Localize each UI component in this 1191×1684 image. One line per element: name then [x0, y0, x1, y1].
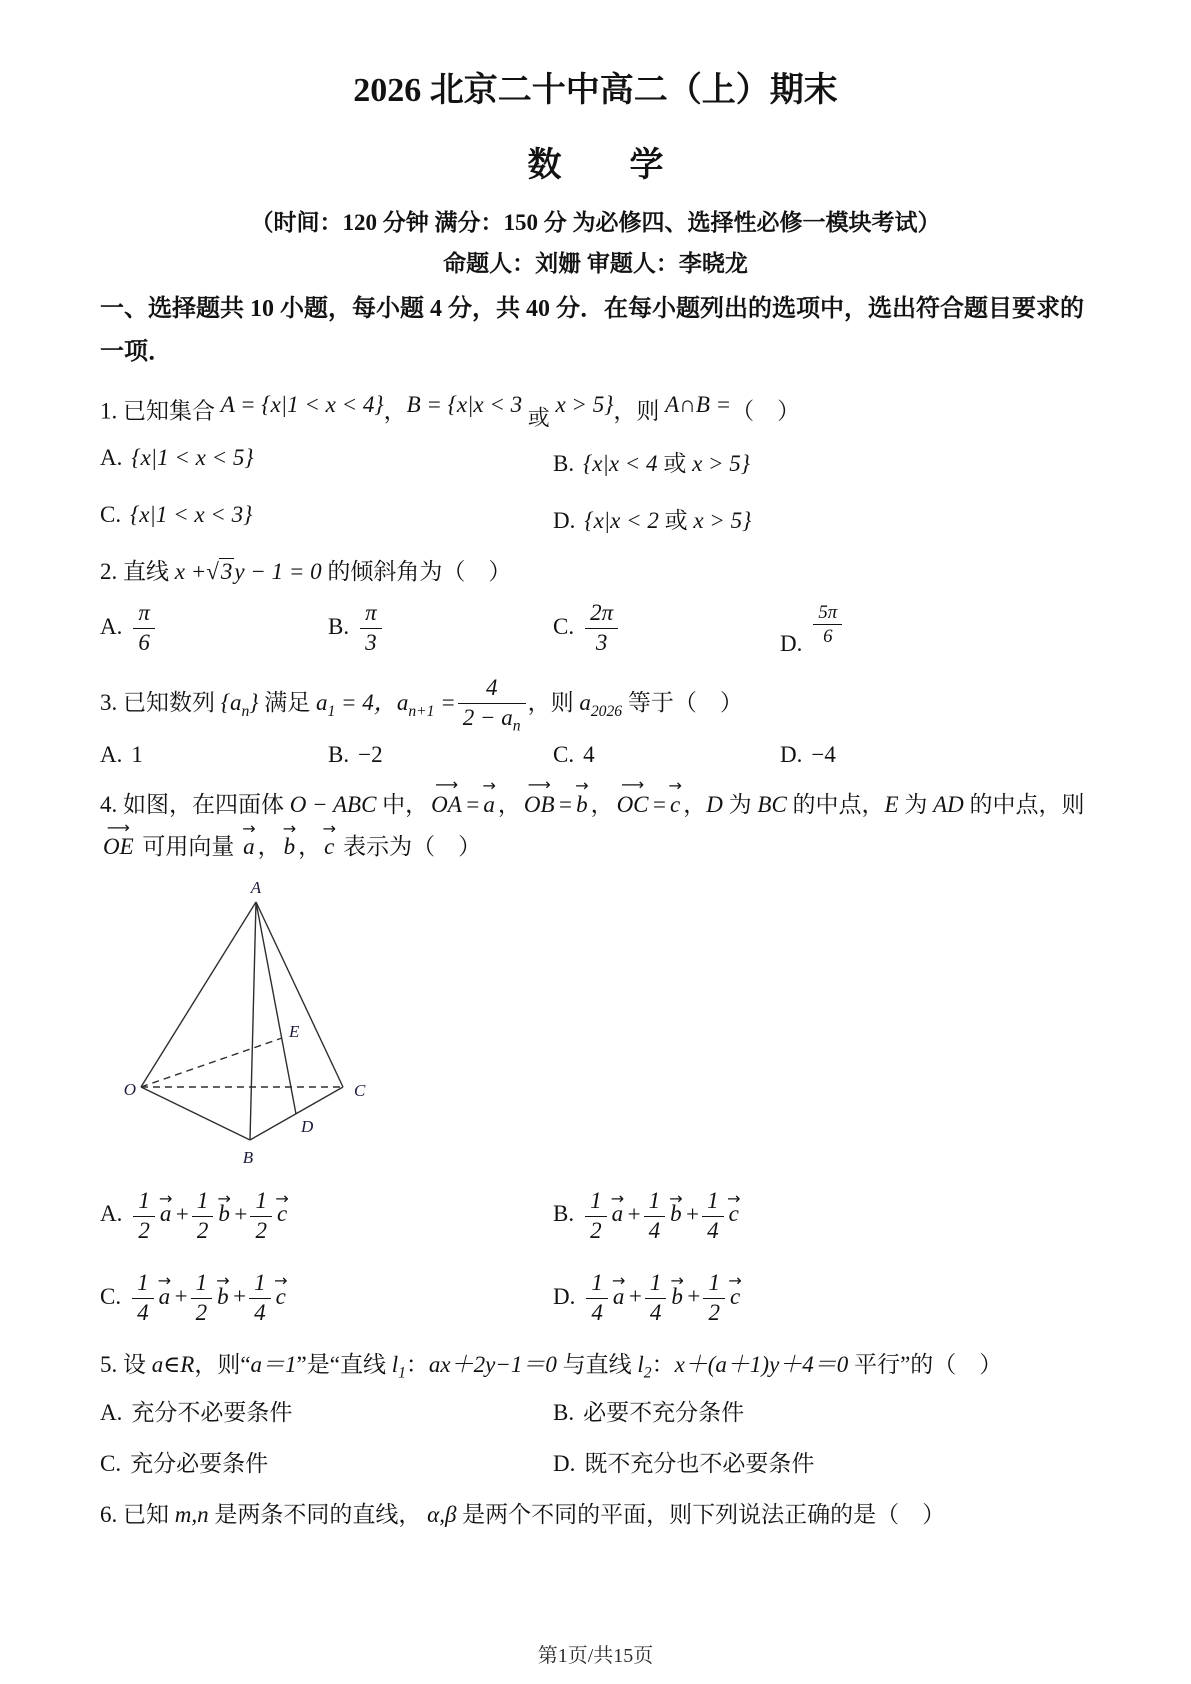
tetrahedron-svg	[108, 877, 388, 1177]
subject-title: 数 学	[527, 147, 664, 184]
q1-set-b-or: 或	[527, 406, 550, 431]
q5-option-d: D. 既不充分也不必要条件	[553, 1451, 815, 1477]
q5-option-c: C. 充分必要条件	[100, 1451, 269, 1477]
question-1-options	[100, 445, 1091, 535]
q5-option-b: B. 必要不充分条件	[553, 1400, 745, 1426]
edge-BC	[250, 1087, 343, 1140]
vertex-label-E: E	[289, 1021, 300, 1041]
radical-sign: √	[206, 558, 219, 584]
vertex-label-B: B	[242, 1147, 254, 1167]
q4-text-post: 表示为（ ）	[337, 834, 482, 860]
question-4-options	[100, 1187, 1091, 1328]
q3-text-post: 等于（ ）	[622, 690, 743, 716]
q4-option-b: B. $\frac{1}{2}$ a → + $\frac{1}{4}$ b → + $\frac{1}{4}$ c →	[553, 1187, 1091, 1246]
q3-option-a: A. 1	[100, 741, 143, 767]
question-3-options	[100, 742, 1091, 768]
vertex-label-A: A	[250, 877, 262, 897]
edge-OB	[141, 1087, 250, 1140]
q3-option-c: C. 4	[553, 741, 595, 767]
vertex-label-D: D	[301, 1116, 314, 1136]
q1-option-b: B. {x|x < 4 或 x > 5}	[553, 450, 750, 476]
question-2-options	[100, 599, 1091, 658]
edge-AB	[250, 902, 256, 1140]
q2-option-d: D. $\frac{5\pi}{6}$	[780, 601, 1091, 657]
vector-OC: OC ⟶	[617, 784, 649, 827]
q1-option-a: A. {x|1 < x < 5}	[100, 444, 254, 470]
q4-option-c: C. $\frac{1}{4}$ a → + $\frac{1}{2}$ b → + $\frac{1}{4}$ c →	[100, 1269, 553, 1328]
q5-option-a: A. 充分不必要条件	[100, 1400, 293, 1426]
q4-option-d: D. $\frac{1}{4}$ a → + $\frac{1}{4}$ b → + $\frac{1}{2}$ c →	[553, 1269, 1091, 1328]
q1-set-b-right: x > 5}	[549, 392, 614, 418]
q3-option-d: D. −4	[780, 741, 836, 767]
q5-line2-equation: x＋(a＋1)y＋4＝0	[674, 1351, 849, 1377]
q2-sqrt: √3	[206, 558, 233, 584]
question-6-stem: 6. 已知 m,n 是两条不同的直线， α,β 是两个不同的平面，则下列说法正确的是（ ）	[100, 1502, 946, 1528]
q3-recurrence-fraction: $\frac{4}{2 - a_n}$	[458, 674, 526, 736]
q1-answer-paren: （ ）	[731, 398, 801, 424]
edge-OE-dashed	[141, 1038, 282, 1087]
question-5-options	[100, 1394, 1091, 1478]
exam-title: 2026 北京二十中高二（上）期末	[353, 72, 838, 109]
edge-AD	[256, 902, 296, 1114]
q2-text-pre: 2. 直线	[100, 558, 175, 584]
q3-option-b: B. −2	[328, 741, 383, 767]
vector-OE: OE ⟶	[103, 826, 134, 869]
question-1-stem	[100, 384, 1091, 438]
q2-option-b: B. $\frac{\pi}{3}$	[328, 599, 553, 658]
q5-condition: a＝1	[250, 1351, 297, 1377]
q2-eq-left: x +	[174, 558, 207, 584]
q1-text-post: ，则	[613, 398, 666, 424]
vertex-label-O: O	[123, 1079, 136, 1099]
vector-c: c →	[670, 784, 680, 827]
q1-option-d: D. {x|x < 2 或 x > 5}	[553, 507, 752, 533]
q2-option-c: C. $\frac{2\pi}{3}$	[553, 599, 780, 658]
q4-solid-name: O − ABC	[289, 791, 377, 817]
q6-text-post: 是两个不同的平面，则下列说法正确的是（ ）	[456, 1502, 946, 1528]
vector-a: a →	[483, 784, 495, 827]
q2-eq-right: y − 1 = 0	[234, 558, 322, 584]
q1-set-b-left: B = {x|x < 3	[406, 392, 528, 418]
q3-text-pre: 3. 已知数列	[100, 690, 221, 716]
q1-option-c: C. {x|1 < x < 3}	[100, 501, 253, 527]
exam-meta: （时间：120 分钟 满分：150 分 为必修四、选择性必修一模块考试）	[250, 210, 941, 235]
vector-OB: OB ⟶	[524, 784, 555, 827]
q5-text-pre: 5. 设	[100, 1351, 152, 1377]
q2-text-post: 的倾斜角为（ ）	[321, 558, 512, 584]
tetrahedron-figure	[108, 877, 1091, 1183]
question-4-stem: 4. 如图，在四面体 O − ABC 中， OA ⟶ = a → ， OB ⟶ = b → ， OC ⟶ = c → ，D 为 BC 的中点，E 为 AD 的中点，则 OE ⟶ 可用向量 a → ， b → ， c → 表示为（ ）	[100, 784, 1091, 869]
q1-intersection: A∩B =	[665, 392, 732, 418]
q6-text-pre: 6. 已知	[100, 1502, 175, 1528]
q1-comma: ，	[383, 398, 407, 424]
section-heading: 一、选择题共 10 小题，每小题 4 分，共 40 分．在每小题列出的选项中，选出符合题目要求的一项．	[100, 296, 1084, 366]
edge-AC	[256, 902, 343, 1087]
question-5-stem: 5. 设 a∈R，则“a＝1”是“直线 $l_1$：ax＋2y−1＝0 与直线 $l_2$：x＋(a＋1)y＋4＝0 平行”的（ ）	[100, 1351, 1003, 1382]
exam-authors: 命题人：刘姗 审题人：李晓龙	[443, 251, 748, 276]
question-2-stem	[100, 551, 1091, 594]
q1-set-a: A = {x|1 < x < 4}	[220, 392, 384, 418]
edge-OA	[141, 902, 256, 1087]
q5-line1-equation: ax＋2y−1＝0	[428, 1351, 557, 1377]
vertex-label-C: C	[354, 1080, 366, 1100]
q5-text-post: 平行”的（ ）	[848, 1351, 1003, 1377]
question-3-stem: 3. 已知数列 $\{a_n\}$ 满足 $a_1 = 4$，$a_{n+1}$ = $\frac{4}{2 - a_n}$ ，则 $a_{2026}$ 等于（ ）	[100, 674, 743, 735]
vector-b: b →	[576, 784, 588, 827]
q4-text-pre: 4. 如图，在四面体	[100, 791, 290, 817]
q4-option-a: A. $\frac{1}{2}$ a → + $\frac{1}{2}$ b → + $\frac{1}{2}$ c →	[100, 1187, 553, 1246]
vector-OA: OA ⟶	[431, 784, 462, 827]
page-footer: 第1页/共15页	[537, 1645, 654, 1667]
q1-text-pre: 1. 已知集合	[100, 398, 221, 424]
q2-option-a: A. $\frac{\pi}{6}$	[100, 599, 328, 658]
